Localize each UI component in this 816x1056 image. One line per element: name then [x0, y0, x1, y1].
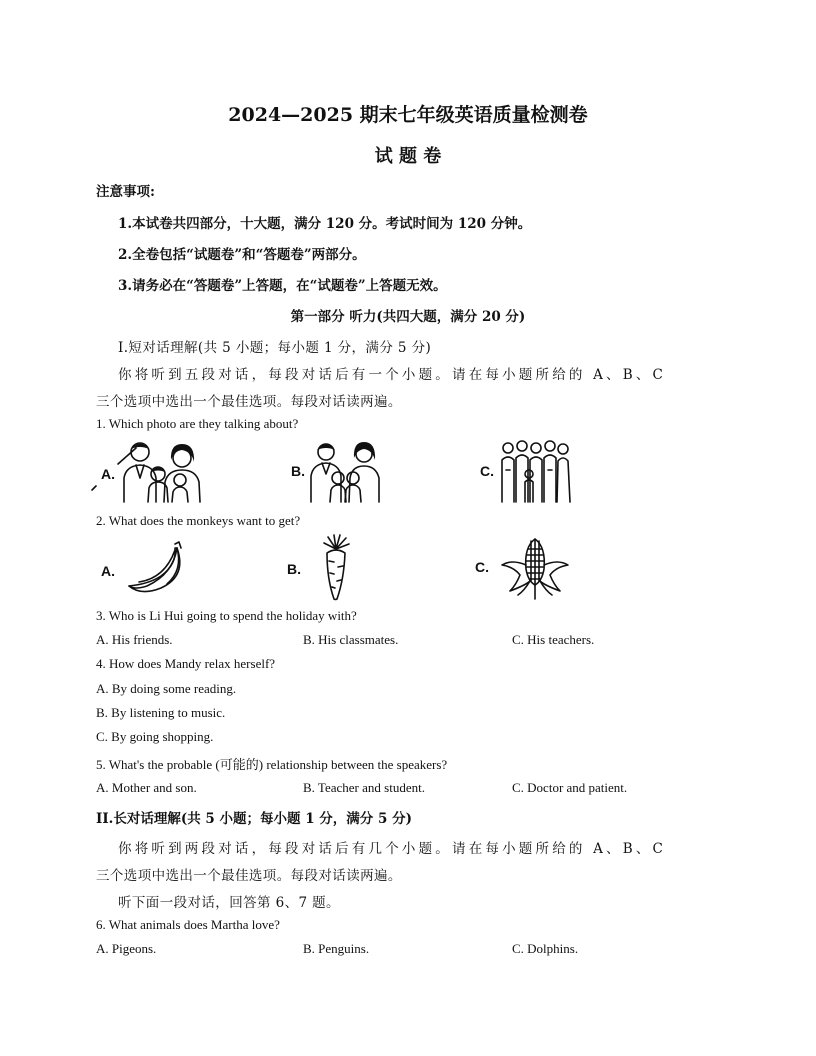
section1-instruction-1: 你将听到五段对话，每段对话后有一个小题。请在每小题所给的 A、B、C — [118, 367, 667, 383]
part1-heading: 第一部分 听力(共四大题，满分 20 分) — [290, 309, 526, 325]
q5-option-b: B. Teacher and student. — [303, 780, 425, 795]
q3-option-b: B. His classmates. — [303, 632, 399, 647]
exam-subtitle: 试 题 卷 — [374, 146, 442, 167]
q1-option-b-label: B. — [291, 463, 305, 479]
q5-option-c: C. Doctor and patient. — [512, 780, 628, 795]
q1-option-c-label: C. — [480, 463, 494, 479]
q4-option-c: C. By going shopping. — [96, 729, 214, 744]
q2-option-c-label: C. — [475, 559, 489, 575]
q6-option-a: A. Pigeons. — [96, 941, 157, 956]
question-4: 4. How does Mandy relax herself? — [96, 656, 276, 671]
q6-option-b: B. Penguins. — [303, 941, 370, 956]
section1-instruction-2: 三个选项中选出一个最佳选项。每段对话读两遍。 — [96, 394, 402, 410]
q2-option-a-label: A. — [101, 563, 115, 579]
q5-option-a: A. Mother and son. — [96, 780, 197, 795]
carrot-icon — [318, 535, 354, 601]
family-of-four-icon — [308, 438, 382, 504]
notice-item-3: 3.请务必在“答题卷”上答题，在“试题卷”上答题无效。 — [118, 278, 447, 294]
q3-option-c: C. His teachers. — [512, 632, 595, 647]
corn-icon — [500, 535, 570, 599]
section2-instruction-2: 三个选项中选出一个最佳选项。每段对话读两遍。 — [96, 868, 402, 884]
section2-instruction-1: 你将听到两段对话，每段对话后有几个小题。请在每小题所给的 A、B、C — [118, 841, 667, 857]
family-of-four-icon — [118, 438, 204, 504]
q6-option-c: C. Dolphins. — [512, 941, 579, 956]
notice-heading: 注意事项: — [96, 184, 155, 200]
question-3: 3. Who is Li Hui going to spend the holiday with? — [96, 608, 357, 623]
q4-option-b: B. By listening to music. — [96, 705, 226, 720]
section2-heading: II.长对话理解(共 5 小题；每小题 1 分，满分 5 分) — [96, 811, 412, 827]
question-2: 2. What does the monkeys want to get? — [96, 513, 301, 528]
exam-title: 2024—2025 期末七年级英语质量检测卷 — [228, 104, 588, 126]
q1-option-a-label: A. — [101, 466, 115, 482]
section1-heading: I.短对话理解(共 5 小题；每小题 1 分，满分 5 分) — [118, 340, 432, 356]
q4-option-a: A. By doing some reading. — [96, 681, 237, 696]
q2-option-b-label: B. — [287, 561, 301, 577]
notice-item-2: 2.全卷包括“试题卷”和“答题卷”两部分。 — [118, 247, 366, 263]
q3-option-a: A. His friends. — [96, 632, 173, 647]
notice-item-1: 1.本试卷共四部分，十大题，满分 120 分。考试时间为 120 分钟。 — [118, 216, 532, 232]
question-5: 5. What's the probable (可能的) relationship between the speakers? — [96, 757, 448, 772]
question-1: 1. Which photo are they talking about? — [96, 416, 299, 431]
section2-listen-note: 听下面一段对话，回答第 6、7 题。 — [118, 895, 340, 911]
large-family-icon — [500, 440, 572, 504]
question-6: 6. What animals does Martha love? — [96, 917, 280, 932]
bananas-icon — [125, 540, 187, 596]
